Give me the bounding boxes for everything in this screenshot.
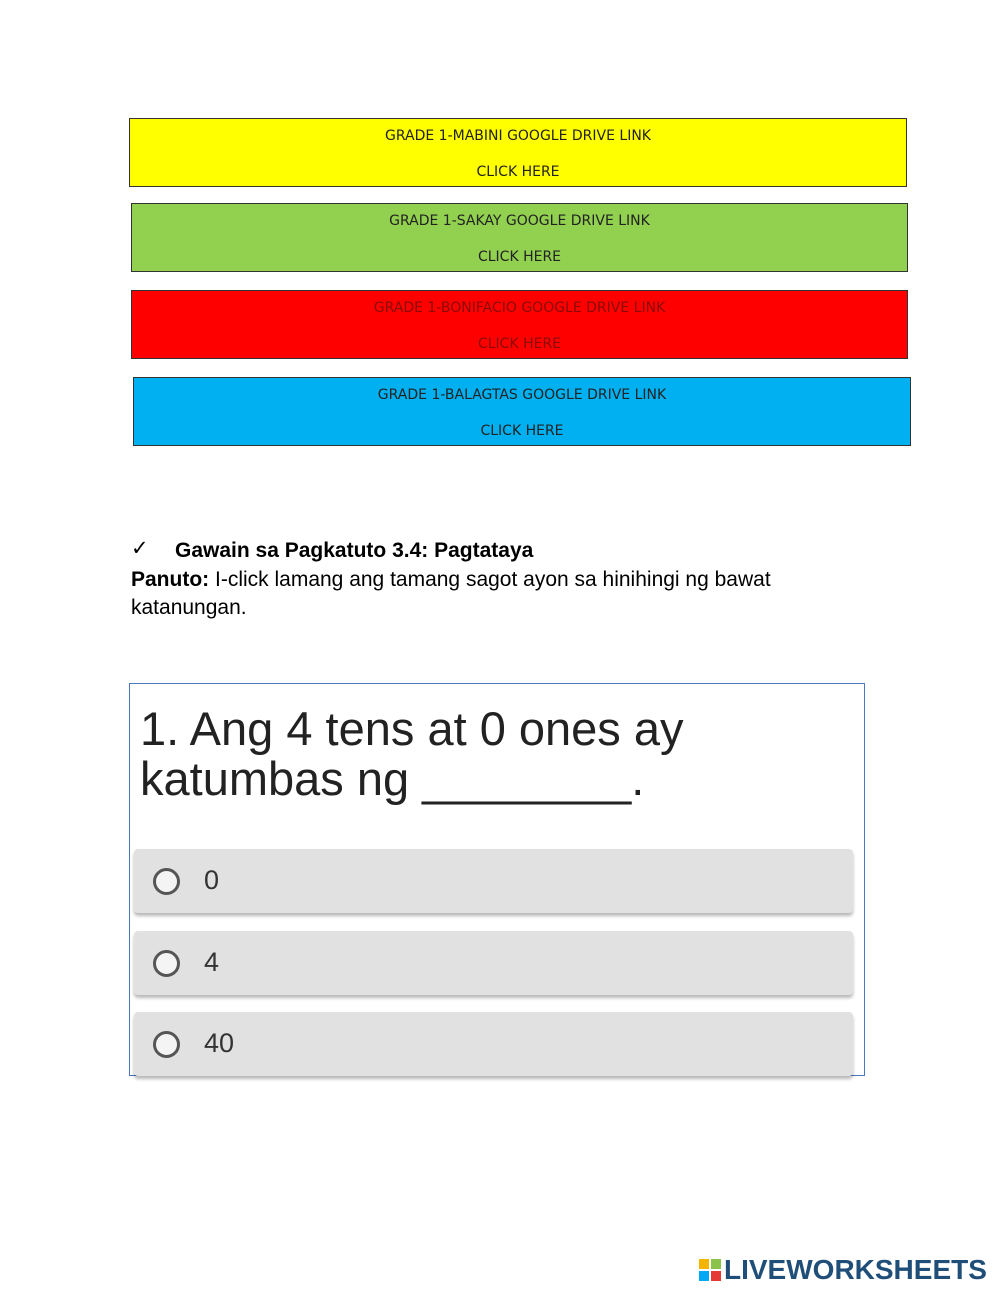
balagtas-drive-link-title: GRADE 1-BALAGTAS GOOGLE DRIVE LINK xyxy=(377,387,667,403)
answer-option-2[interactable] xyxy=(134,931,853,995)
bonifacio-drive-link-title: GRADE 1-BONIFACIO GOOGLE DRIVE LINK xyxy=(373,300,666,316)
radio-button-icon[interactable] xyxy=(153,868,180,895)
logo-block xyxy=(699,1259,709,1269)
liveworksheets-logo xyxy=(699,1254,987,1286)
liveworksheets-logo-text: LIVEWORKSHEETS xyxy=(724,1254,987,1285)
sakay-drive-link-title: GRADE 1-SAKAY GOOGLE DRIVE LINK xyxy=(389,213,650,229)
activity-title: Gawain sa Pagkatuto 3.4: Pagtataya xyxy=(175,539,534,562)
quiz-panel xyxy=(129,683,865,1076)
instruction-text: I-click lamang ang tamang sagot ayon sa hinihingi ng bawat katanungan. xyxy=(131,568,771,619)
logo-block xyxy=(711,1271,721,1281)
balagtas-drive-link-box[interactable] xyxy=(133,377,911,446)
instructions xyxy=(131,566,891,622)
question-text: 1. Ang 4 tens at 0 ones ay katumbas ng ________. xyxy=(140,702,684,805)
mabini-drive-link-title: GRADE 1-MABINI GOOGLE DRIVE LINK xyxy=(385,128,651,144)
liveworksheets-logo-icon xyxy=(699,1259,721,1281)
radio-button-icon[interactable] xyxy=(153,950,180,977)
answer-option-3[interactable] xyxy=(134,1012,853,1076)
bonifacio-drive-link-box[interactable] xyxy=(131,290,908,359)
bonifacio-click-here-link[interactable]: CLICK HERE xyxy=(477,336,562,352)
mabini-drive-link-box[interactable] xyxy=(129,118,907,187)
instruction-label: Panuto: xyxy=(131,568,210,591)
balagtas-click-here-link[interactable]: CLICK HERE xyxy=(480,423,564,439)
sakay-click-here-link[interactable]: CLICK HERE xyxy=(477,249,562,265)
logo-block xyxy=(699,1271,709,1281)
answer-option-1[interactable] xyxy=(134,849,853,913)
check-icon: ✓ xyxy=(131,536,149,560)
answer-option-label: 4 xyxy=(204,947,220,977)
radio-button-icon[interactable] xyxy=(153,1031,180,1058)
answer-option-label: 0 xyxy=(204,865,220,895)
answer-option-label: 40 xyxy=(204,1028,235,1058)
mabini-click-here-link[interactable]: CLICK HERE xyxy=(476,164,560,180)
logo-block xyxy=(711,1259,721,1269)
sakay-drive-link-box[interactable] xyxy=(131,203,908,272)
